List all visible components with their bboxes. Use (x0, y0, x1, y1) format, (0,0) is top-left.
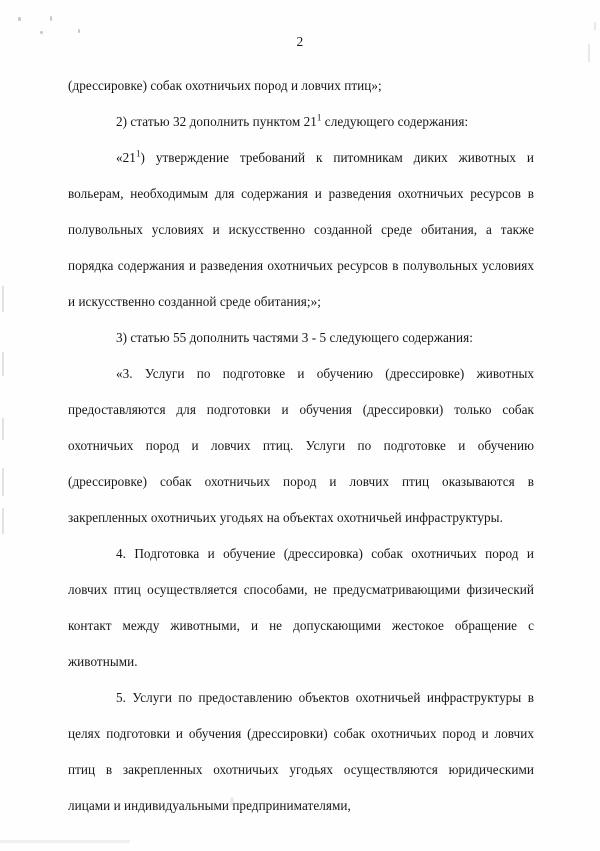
paragraph-text-tail: следующего содержания: (321, 114, 469, 129)
paragraph-part-4: 4. Подготовка и обучение (дрессировка) собак охотничьих пород и ловчих птиц осуществляется способами, не предусматривающими физический контакт между животными, и не допускающими жестокое обращение с животными. (68, 546, 534, 669)
scan-edge-artifact (2, 352, 4, 376)
superscript-marker: 1 (135, 148, 141, 159)
scan-edge-artifact (2, 286, 4, 312)
scan-speckle (18, 17, 21, 21)
paragraph-quote-21-1 (68, 140, 534, 320)
paragraph-text-lead: «21 (116, 150, 136, 165)
page-number: 2 (296, 34, 304, 49)
scan-edge-artifact (2, 508, 4, 534)
paragraph-item-2 (68, 104, 534, 140)
document-body (68, 68, 534, 824)
paragraph-text-lead: 2) статью 32 дополнить пунктом 21 (116, 114, 317, 129)
scan-edge-artifact (2, 418, 4, 440)
scan-speckle (50, 16, 52, 21)
paragraph-part-5: 5. Услуги по предоставлению объектов охотничьей инфраструктуры в целях подготовки и обучения (дрессировки) собак охотничьих пород и ловчих птиц в закрепленных охотничьих угодьях осуществляются юридическими лицами и индивидуальными предпринимателями, (68, 690, 534, 813)
scan-edge-artifact (594, 22, 596, 30)
paragraph-item-3: 3) статью 55 дополнить частями 3 - 5 следующего содержания: (116, 330, 473, 345)
scan-speckle (78, 29, 80, 33)
paragraph-text-tail: ) утверждение требований к питомникам диких животных и вольерам, необходимым для содержания и разведения охотничьих ресурсов в полувольных условиях и искусственно созданной среде обитания, а также порядка содержания и разведения охотничьих ресурсов в полувольных условиях и искусственно созданной среде обитания;»; (68, 150, 534, 309)
scan-edge-artifact (2, 468, 4, 496)
paragraph-part-3: «3. Услуги по подготовке и обучению (дрессировке) животных предоставляются для подготовки и обучения (дрессировки) только собак охотничьих пород и ловчих птиц. Услуги по подготовке и обучению (дрессировке) собак охотничьих пород и ловчих птиц оказываются в закрепленных охотничьих угодьях на объектах охотничьей инфраструктуры. (68, 366, 534, 525)
superscript-marker: 1 (316, 112, 322, 123)
scan-bottom-artifact (0, 840, 130, 843)
paragraph-continuation: (дрессировке) собак охотничьих пород и ловчих птиц»; (68, 78, 382, 93)
